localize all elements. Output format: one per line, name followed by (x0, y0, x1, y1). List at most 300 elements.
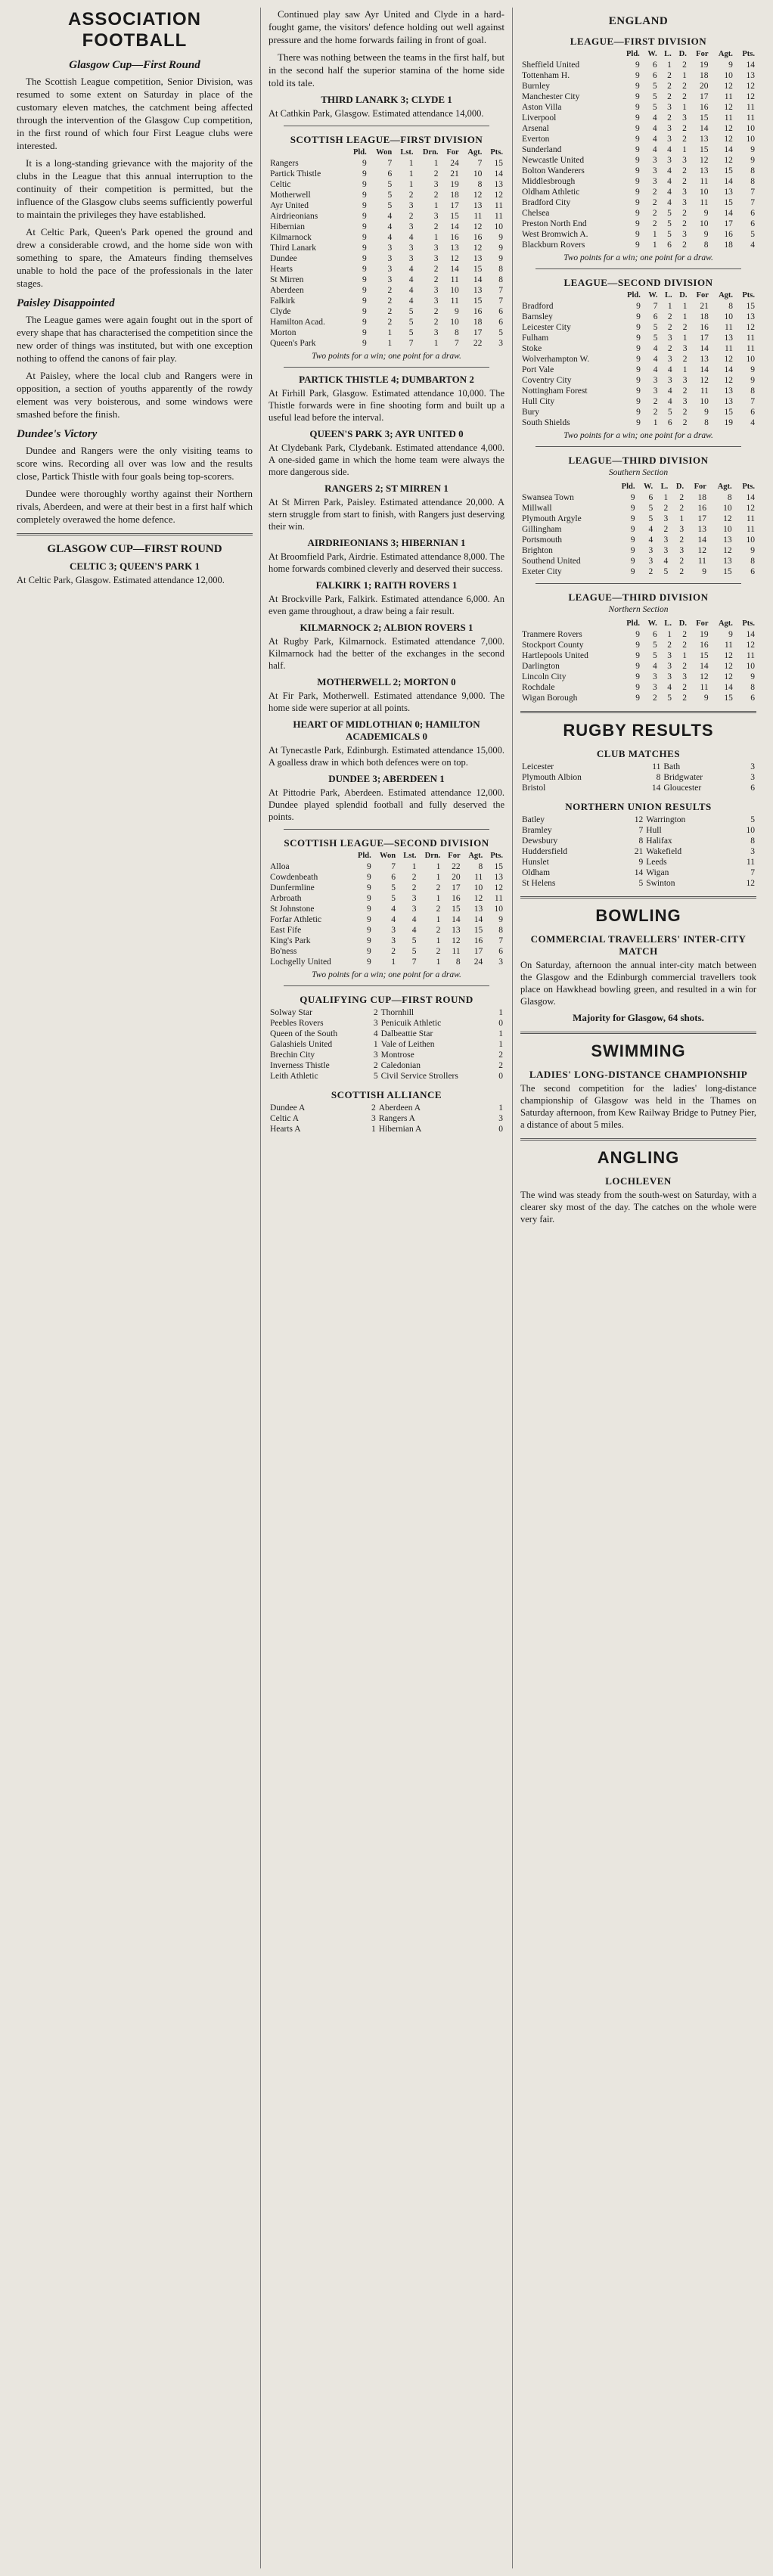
table-row (520, 375, 756, 386)
table-cell: 3 (679, 546, 685, 555)
table-cell: Penicuik Athletic (380, 1019, 442, 1028)
table-row (520, 772, 756, 783)
table-cell: 2 (387, 307, 393, 316)
table-cell: 6 (750, 784, 755, 793)
match-result: HEART OF MIDLOTHIAN 0; HAMILTON ACADEMICALS 0 (293, 718, 480, 742)
team-name: Brechin City (270, 1051, 315, 1060)
table-cell: 12 (746, 879, 755, 888)
table-cell: 1 (498, 1029, 503, 1038)
divider (536, 446, 741, 447)
table-cell: 10 (700, 219, 709, 228)
table-row (520, 219, 756, 229)
table-cell: 9 (635, 198, 640, 207)
table-cell: 9 (362, 318, 367, 327)
table-cell: 2 (652, 219, 657, 228)
table-cell: 12 (723, 546, 732, 555)
table-cell: 3 (648, 557, 653, 566)
table-cell: 9 (362, 328, 367, 337)
divider (520, 896, 756, 898)
table-cell: 3 (750, 773, 755, 782)
table-cell: 4 (387, 222, 393, 231)
table-cell: 8 (498, 926, 503, 935)
table-cell: 13 (450, 244, 459, 253)
table-row (520, 503, 756, 514)
table-cell: 2 (682, 61, 687, 70)
table-cell: 11 (746, 525, 755, 534)
table-cell: 19 (700, 61, 709, 70)
table-cell: 11 (724, 641, 733, 650)
table-cell: Swinton (646, 879, 675, 888)
column-1 (9, 8, 261, 2568)
table-cell: 14 (700, 124, 709, 133)
team-name: Aston Villa (522, 103, 562, 112)
league-table-title: LEAGUE—THIRD DIVISION (568, 591, 709, 603)
team-name: Nottingham Forest (522, 386, 588, 396)
table-cell: 15 (494, 862, 503, 871)
table-cell: 0 (498, 1019, 503, 1028)
table-cell: 9 (362, 169, 367, 178)
column-header (269, 147, 346, 158)
table-row (520, 492, 756, 503)
table-cell: 3 (433, 244, 439, 253)
team-name: Tottenham H. (522, 71, 570, 80)
match-result: QUEEN'S PARK 3; AYR UNITED 0 (309, 428, 464, 439)
table-cell: 13 (473, 905, 483, 914)
table-cell: 1 (682, 334, 688, 343)
team-name: Hull City (522, 397, 555, 406)
team-name: Plymouth Albion (522, 773, 582, 782)
table-cell: 2 (433, 265, 439, 274)
table-cell: 9 (636, 302, 641, 311)
team-name: Chelsea (522, 209, 550, 218)
column-header: Pts. (742, 50, 755, 58)
table-cell: 0 (498, 1072, 503, 1081)
table-cell: 5 (411, 947, 417, 956)
team-name: Fulham (522, 334, 549, 343)
team-name: Lochgelly United (270, 957, 331, 967)
table-cell: 24 (473, 957, 483, 967)
table-row (520, 354, 756, 365)
table-row (269, 1050, 504, 1060)
table-cell: 11 (652, 762, 661, 771)
table-cell: 13 (724, 386, 734, 396)
table-cell: 4 (750, 418, 755, 427)
table-row (520, 566, 756, 577)
table-row (520, 208, 756, 219)
table-cell: 1 (682, 103, 687, 112)
column-layout (9, 8, 764, 2568)
match-result: MOTHERWELL 2; MORTON 0 (317, 676, 456, 687)
table-cell: 9 (366, 936, 371, 945)
cup-title: QUALIFYING CUP—FIRST ROUND (300, 994, 473, 1005)
divider (284, 367, 489, 368)
table-cell: 9 (636, 323, 641, 332)
table-cell: 2 (682, 630, 687, 639)
table-cell: 5 (648, 514, 653, 523)
table-cell: 1 (391, 957, 396, 967)
match-report: At Fir Park, Motherwell. Estimated attendance 9,000. The home side were superior at all points. (269, 691, 504, 713)
table-cell: 7 (454, 339, 459, 348)
table-row (269, 222, 504, 232)
table-cell: 3 (653, 672, 657, 681)
table-cell: Thornhill (380, 1008, 414, 1017)
team-name: Aberdeen (270, 286, 304, 295)
league-table-title: SCOTTISH LEAGUE—FIRST DIVISION (290, 134, 483, 145)
table-cell: 3 (387, 275, 393, 284)
table-row (520, 514, 756, 524)
table-cell: 5 (667, 408, 672, 417)
team-name: Portsmouth (522, 535, 563, 545)
table-cell: 9 (635, 641, 640, 650)
team-name: Arsenal (522, 124, 549, 133)
table-cell: 9 (366, 894, 371, 903)
table-cell: 3 (387, 254, 393, 263)
table-row (269, 1071, 504, 1082)
table-cell: 17 (700, 334, 709, 343)
table-cell: 2 (667, 71, 672, 80)
table-cell: 16 (700, 103, 709, 112)
table-cell: 19 (450, 180, 459, 189)
table-cell: 3 (652, 156, 657, 165)
points-note: Two points for a win; one point for a draw. (312, 970, 461, 979)
table-cell: 5 (408, 328, 414, 337)
table-cell: 16 (700, 641, 709, 650)
table-cell: 10 (746, 355, 755, 364)
table-row (269, 296, 504, 306)
table-cell: 6 (498, 947, 503, 956)
table-cell: Gloucester (663, 784, 702, 793)
column-3 (513, 8, 764, 2568)
section-subtitle: Southern Section (608, 468, 669, 477)
table-cell: 1 (682, 71, 687, 80)
team-name: Hearts (270, 265, 293, 274)
team-name: St Helens (522, 879, 556, 888)
team-name: Queen's Park (270, 339, 316, 348)
table-cell: 2 (667, 312, 672, 321)
table-cell: 2 (682, 408, 688, 417)
team-name: Hunslet (522, 858, 549, 867)
table-row (520, 229, 756, 240)
table-cell: 9 (630, 546, 635, 555)
team-name: Coventry City (522, 376, 572, 385)
table-cell: 5 (750, 815, 755, 824)
column-header: L. (664, 291, 672, 299)
column-header: Drn. (422, 148, 439, 157)
table-cell: 11 (746, 113, 755, 123)
column-header: For (696, 619, 709, 628)
column-header (520, 290, 619, 301)
table-cell: 12 (746, 323, 755, 332)
table-cell: 2 (667, 113, 672, 123)
table-cell: 11 (746, 344, 755, 353)
team-name: Hamilton Acad. (270, 318, 325, 327)
table-cell: 12 (724, 156, 733, 165)
team-name: West Bromwich A. (522, 230, 588, 239)
table-cell: 17 (450, 201, 459, 210)
table-cell: 9 (635, 177, 640, 186)
table-cell: 5 (498, 328, 503, 337)
table-cell: Vale of Leithen (380, 1040, 435, 1049)
table-cell: 9 (630, 504, 635, 513)
table-cell: 2 (652, 198, 657, 207)
table-cell: 2 (373, 1061, 378, 1070)
match-report: At Clydebank Park, Clydebank. Estimated attendance 4,000. A one-sided game in which the home team were always the more dangerous side. (269, 442, 504, 477)
table-cell: 3 (667, 672, 672, 681)
team-name: Celtic A (270, 1114, 300, 1123)
table-row (520, 846, 756, 857)
subheadline: Glasgow Cup—First Round (69, 59, 200, 71)
team-name: Newcastle United (522, 156, 585, 165)
match-report: At Brockville Park, Falkirk. Estimated attendance 6,000. An even game throughout, a draw being a fair result. (269, 594, 504, 616)
table-cell: 4 (408, 265, 414, 274)
table-row (520, 123, 756, 134)
match-report: At Rugby Park, Kilmarnock. Estimated attendance 7,000. Kilmarnock had the better of the exchanges in the second half. (269, 636, 504, 671)
table-cell: 10 (746, 135, 755, 144)
table-cell: 1 (387, 328, 393, 337)
team-name: Bramley (522, 826, 552, 835)
table-row (520, 81, 756, 92)
table-row (520, 762, 756, 772)
table-cell: 9 (636, 365, 641, 374)
table-row (520, 407, 756, 417)
table-cell: 11 (473, 212, 483, 221)
table-row (520, 825, 756, 836)
table-row (269, 946, 504, 957)
team-name: Bury (522, 408, 539, 417)
cup-round-title: GLASGOW CUP—FIRST ROUND (47, 543, 222, 555)
table-cell: 9 (635, 71, 640, 80)
table-row (520, 783, 756, 793)
table-cell: 5 (653, 641, 657, 650)
intro-paragraph: At Celtic Park, Queen's Park opened the ground and drew a considerable crowd, and the home side won with something to spare, the Amateurs finding themselves unable to hold the pace of the professionals in the later stages. (17, 226, 253, 289)
table-cell: 11 (724, 113, 733, 123)
table-cell: 3 (667, 124, 672, 133)
table-row (520, 815, 756, 825)
table-cell: 17 (473, 328, 483, 337)
team-name: Bristol (522, 784, 546, 793)
table-cell: 6 (667, 418, 672, 427)
table-cell: 22 (473, 339, 483, 348)
table-row (520, 312, 756, 322)
table-cell: 1 (408, 180, 414, 189)
column-header: For (446, 148, 459, 157)
table-row (520, 92, 756, 102)
table-cell: 9 (362, 222, 367, 231)
table-cell: 4 (411, 915, 417, 924)
bowling-report: On Saturday, afternoon the annual inter-city match between the Glasgow and the Edinburgh commercial travellers took place on Hawkhead bowling green, and resulted in a win for Glasgow. (520, 960, 756, 1007)
table-cell: 12 (723, 514, 732, 523)
table-cell: 1 (436, 957, 441, 967)
table-cell: 12 (746, 92, 755, 101)
english-second-division-table (520, 290, 756, 428)
table-row (269, 936, 504, 946)
team-name: Bradford (522, 302, 554, 311)
scottish-first-division-table (269, 147, 504, 349)
table-row (520, 187, 756, 197)
table-cell: 15 (473, 265, 483, 274)
headline: ASSOCIATION FOOTBALL (68, 9, 201, 51)
table-cell: 12 (634, 815, 644, 824)
table-row (520, 144, 756, 155)
table-cell: 12 (724, 672, 733, 681)
table-cell: 12 (697, 546, 706, 555)
table-cell: 1 (408, 159, 414, 168)
team-name: South Shields (522, 418, 570, 427)
table-cell: 11 (746, 514, 755, 523)
team-name: Partick Thistle (270, 169, 321, 178)
alliance-results (269, 1103, 504, 1134)
table-cell: 4 (667, 397, 672, 406)
table-cell: 2 (433, 222, 439, 231)
table-cell: 2 (679, 504, 685, 513)
table-cell: 2 (408, 191, 414, 200)
table-cell: 9 (636, 355, 641, 364)
table-cell: 9 (636, 397, 641, 406)
table-cell: 6 (750, 694, 755, 703)
table-cell: 13 (723, 535, 732, 545)
column-header: Drn. (424, 852, 441, 860)
table-cell: 9 (750, 546, 755, 555)
table-cell: 12 (494, 191, 503, 200)
table-cell: 3 (411, 905, 417, 914)
table-cell: 11 (450, 275, 459, 284)
northern-union-results (520, 815, 756, 889)
table-cell: 10 (494, 905, 503, 914)
bowling-result: Majority for Glasgow, 64 shots. (573, 1012, 704, 1023)
table-header-row (520, 49, 756, 60)
table-cell: 14 (634, 868, 644, 877)
table-cell: 0 (498, 1125, 503, 1134)
table-row (520, 70, 756, 81)
table-cell: 13 (724, 334, 734, 343)
table-cell: 9 (703, 230, 709, 239)
divider (520, 1138, 756, 1141)
table-cell: 18 (473, 318, 483, 327)
rugby-title: RUGBY RESULTS (563, 721, 714, 740)
table-cell: 1 (667, 61, 672, 70)
team-name: Bo'ness (270, 947, 297, 956)
table-cell: 11 (746, 334, 755, 343)
table-cell: 2 (436, 883, 441, 892)
table-cell: 4 (648, 525, 653, 534)
table-cell: 12 (724, 82, 733, 91)
table-cell: Aberdeen A (378, 1103, 421, 1113)
table-cell: 13 (700, 355, 709, 364)
table-cell: 10 (746, 124, 755, 133)
table-cell: 9 (498, 254, 503, 263)
table-cell: 3 (387, 265, 393, 274)
table-cell: 11 (724, 344, 734, 353)
table-row (520, 661, 756, 672)
table-cell: 9 (635, 662, 640, 671)
table-cell: 9 (636, 418, 641, 427)
table-cell: 2 (679, 535, 685, 545)
league-table-title: LEAGUE—SECOND DIVISION (563, 277, 713, 288)
table-cell: Rangers A (378, 1114, 415, 1123)
table-cell: 16 (452, 894, 461, 903)
bowling-subtitle: COMMERCIAL TRAVELLERS' INTER-CITY MATCH (530, 933, 747, 957)
table-row (520, 682, 756, 693)
table-cell: 2 (411, 873, 417, 882)
table-cell: 9 (635, 82, 640, 91)
table-cell: 18 (697, 493, 706, 502)
table-cell: 7 (411, 957, 417, 967)
table-cell: 2 (436, 926, 441, 935)
column-header: W. (647, 619, 657, 628)
table-cell: 15 (724, 408, 734, 417)
table-cell: 2 (682, 683, 687, 692)
team-name: East Fife (270, 926, 302, 935)
table-cell: 14 (724, 177, 733, 186)
column-header: Pts. (742, 291, 755, 299)
table-cell: 10 (700, 397, 709, 406)
table-cell: 4 (653, 662, 657, 671)
table-cell: 4 (391, 915, 396, 924)
match-result: PARTICK THISTLE 4; DUMBARTON 2 (299, 374, 474, 385)
table-cell: 8 (498, 265, 503, 274)
table-cell: 9 (728, 61, 733, 70)
table-cell: 12 (724, 662, 733, 671)
swimming-report: The second competition for the ladies' long-distance championship of Glasgow was held in the Thames on Saturday afternoon, from Kew Railway Bridge to Putney Pier, a distance of about 5 miles. (520, 1083, 756, 1130)
table-cell: 2 (648, 567, 653, 576)
table-cell: 9 (362, 296, 367, 306)
table-cell: 3 (682, 198, 687, 207)
table-cell: 5 (391, 894, 396, 903)
table-cell: 15 (746, 302, 755, 311)
table-row (520, 867, 756, 878)
table-cell: 9 (362, 191, 367, 200)
table-cell: Dalbeattie Star (380, 1029, 433, 1038)
table-cell: 9 (635, 694, 640, 703)
table-row (269, 306, 504, 317)
table-cell: 13 (724, 397, 734, 406)
table-cell: 4 (667, 177, 672, 186)
table-cell: 9 (635, 113, 640, 123)
table-row (520, 134, 756, 144)
table-cell: Halifax (646, 836, 672, 846)
table-cell: 3 (667, 651, 672, 660)
team-name: St Mirren (270, 275, 304, 284)
table-cell: 11 (700, 198, 709, 207)
table-cell: 12 (473, 191, 483, 200)
table-cell: 9 (636, 334, 641, 343)
table-cell: 5 (411, 936, 417, 945)
table-cell: 9 (366, 862, 371, 871)
table-cell: 2 (682, 177, 687, 186)
column-header: Pld. (621, 483, 635, 491)
divider (284, 829, 489, 830)
swimming-title: SWIMMING (591, 1041, 686, 1060)
points-note: Two points for a win; one point for a draw. (312, 352, 461, 361)
table-cell: 6 (750, 219, 755, 228)
table-cell: 3 (682, 672, 687, 681)
table-cell: 5 (653, 334, 658, 343)
table-row (269, 190, 504, 200)
table-cell: 7 (408, 339, 414, 348)
table-row (269, 211, 504, 222)
divider (284, 985, 489, 986)
table-cell: 12 (724, 651, 733, 660)
team-name: Preston North End (522, 219, 587, 228)
table-cell: 12 (473, 244, 483, 253)
team-name: Queen of the South (270, 1029, 338, 1038)
table-cell: 4 (667, 365, 672, 374)
table-cell: 9 (635, 241, 640, 250)
team-name: Manchester City (522, 92, 580, 101)
table-cell: 12 (746, 504, 755, 513)
table-cell: 3 (408, 254, 414, 263)
table-cell: 11 (494, 894, 503, 903)
